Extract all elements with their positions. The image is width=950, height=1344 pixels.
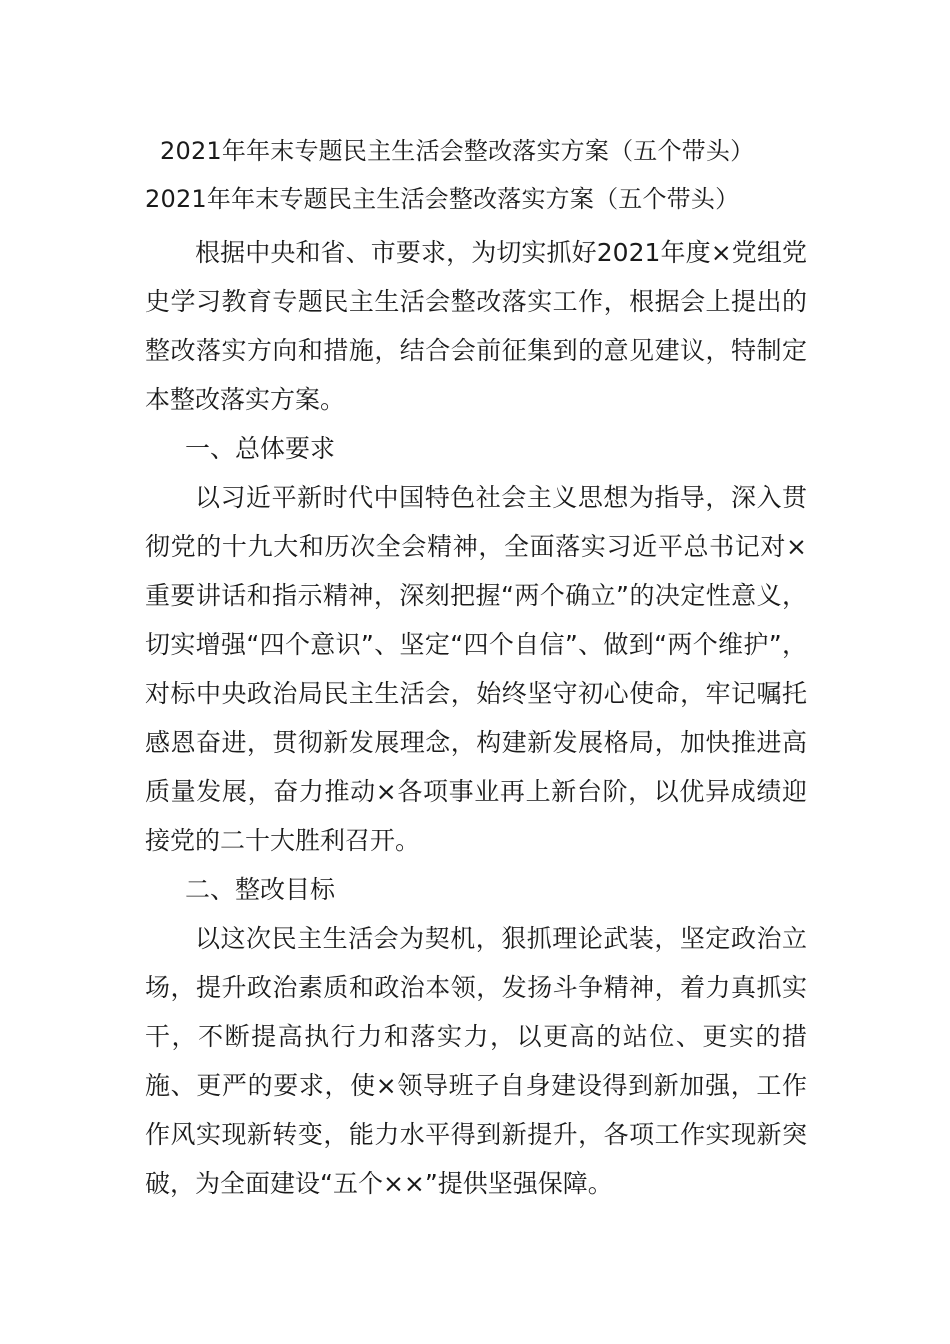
section-heading-general-requirements: 一、总体要求 — [185, 434, 336, 463]
general-requirements-paragraph: 以习近平新时代中国特色社会主义思想为指导，深入贯彻党的十九大和历次全会精神，全面落实习近平总书记对×重要讲话和指示精神，深刻把握“两个确立”的决定性意义，切实增强“四个意识”、坚定“四个自信”、做到“两个维护”，对标中央政治局民主生活会，始终坚守初心使命，牢记嘱托感恩奋进，贯彻新发展理念，构建新发展格局，加快推进高质量发展，奋力推动×各项事业再上新台阶，以优异成绩迎接党的二十大胜利召开。 — [145, 483, 807, 855]
document-title-line-1: 2021年年末专题民主生活会整改落实方案（五个带头） — [160, 137, 755, 165]
rectification-goals-paragraph: 以这次民主生活会为契机，狠抓理论武装，坚定政治立场，提升政治素质和政治本领，发扬斗争精神，着力真抓实干，不断提高执行力和落实力，以更高的站位、更实的措施、更严的要求，使×领导班子自身建设得到新加强，工作作风实现新转变，能力水平得到新提升，各项工作实现新突破，为全面建设“五个××”提供坚强保障。 — [145, 924, 807, 1198]
intro-paragraph: 根据中央和省、市要求，为切实抓好2021年度×党组党史学习教育专题民主生活会整改落实工作，根据会上提出的整改落实方向和措施，结合会前征集到的意见建议，特制定本整改落实方案。 — [145, 238, 807, 414]
document-body — [145, 228, 807, 1208]
section-heading-rectification-goals: 二、整改目标 — [185, 875, 336, 904]
document-title-line-2: 2021年年末专题民主生活会整改落实方案（五个带头） — [145, 185, 740, 213]
